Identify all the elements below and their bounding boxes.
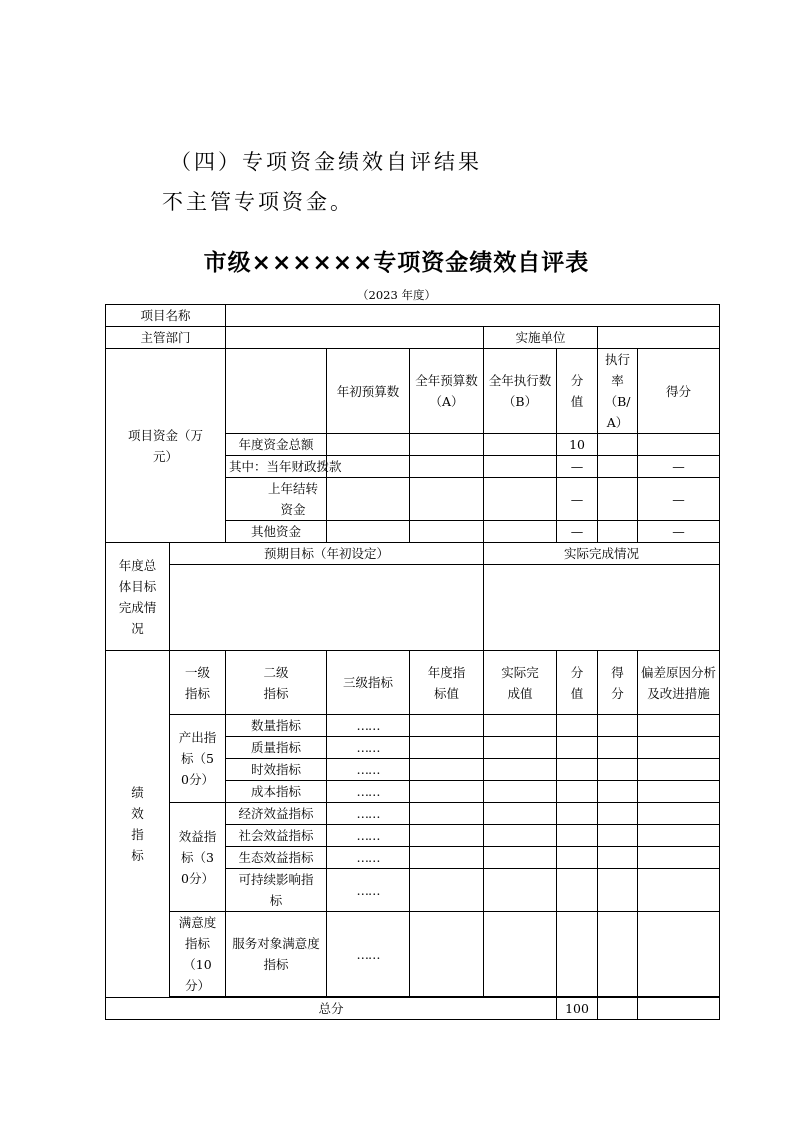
evaluation-table [105, 304, 720, 1020]
funds-row-points: — [638, 456, 720, 478]
funds-label: 项目资金（万元） [106, 349, 226, 543]
actual-completion-value [484, 565, 720, 651]
impl-unit-label: 实施单位 [484, 327, 598, 349]
level3-ellipsis: …… [327, 847, 410, 869]
project-name-value [226, 305, 720, 327]
perf-header-points: 得分 [598, 651, 638, 715]
dept-label: 主管部门 [106, 327, 226, 349]
funds-row-score: — [557, 478, 598, 521]
performance-label: 绩效指标 [106, 651, 170, 998]
impl-unit-value [598, 327, 720, 349]
funds-header-annual-executed: 全年执行数（B） [484, 349, 557, 434]
expected-goal-label: 预期目标（年初设定） [170, 543, 484, 565]
level2-item: 经济效益指标 [226, 803, 327, 825]
dept-value [226, 327, 484, 349]
level3-ellipsis: …… [327, 737, 410, 759]
table-title: 市级××××××专项资金绩效自评表 [203, 250, 590, 276]
level1-benefit: 效益指标（30分） [170, 803, 226, 912]
expected-goal-value [170, 565, 484, 651]
overall-goal-label: 年度总体目标完成情况 [106, 543, 170, 651]
perf-header-annual-target: 年度指标值 [410, 651, 484, 715]
funds-header-blank [226, 349, 327, 434]
level2-item: 质量指标 [226, 737, 327, 759]
total-deviation [638, 998, 720, 1020]
perf-header-actual-value: 实际完成值 [484, 651, 557, 715]
funds-row-points [638, 434, 720, 456]
level2-item: 数量指标 [226, 715, 327, 737]
level3-ellipsis: …… [327, 715, 410, 737]
level2-item: 社会效益指标 [226, 825, 327, 847]
funds-row-score: — [557, 456, 598, 478]
funds-row-score: 10 [557, 434, 598, 456]
funds-row-points: — [638, 478, 720, 521]
level2-item: 时效指标 [226, 759, 327, 781]
funds-header-exec-rate: 执行率（B/A） [598, 349, 638, 434]
total-points [598, 998, 638, 1020]
perf-header-level1: 一级指标 [170, 651, 226, 715]
funds-row-label: 其他资金 [226, 521, 327, 543]
level3-ellipsis: …… [327, 869, 410, 912]
section-heading: （四）专项资金绩效自评结果 [170, 150, 482, 174]
funds-row-label: 年度资金总额 [226, 434, 327, 456]
funds-row-points: — [638, 521, 720, 543]
level3-ellipsis: …… [327, 803, 410, 825]
level3-ellipsis: …… [327, 825, 410, 847]
total-score: 100 [557, 998, 598, 1020]
project-name-label: 项目名称 [106, 305, 226, 327]
level2-item: 服务对象满意度指标 [226, 912, 327, 997]
level1-output: 产出指标（50分） [170, 715, 226, 803]
level1-satisfaction: 满意度指标（10分） [170, 912, 226, 997]
total-label: 总分 [106, 998, 557, 1020]
perf-header-level3: 三级指标 [327, 651, 410, 715]
level3-ellipsis: …… [327, 781, 410, 803]
funds-header-score: 分值 [557, 349, 598, 434]
perf-header-level2: 二级指标 [226, 651, 327, 715]
actual-completion-label: 实际完成情况 [484, 543, 720, 565]
level3-ellipsis: …… [327, 912, 410, 997]
funds-row-label: 其中：当年财政拨款 [226, 456, 327, 478]
funds-header-annual-budget: 全年预算数（A） [410, 349, 484, 434]
perf-header-deviation: 偏差原因分析及改进措施 [638, 651, 720, 715]
funds-row-score: — [557, 521, 598, 543]
paragraph: 不主管专项资金。 [162, 190, 354, 214]
perf-header-score: 分值 [557, 651, 598, 715]
level2-item: 可持续影响指标 [226, 869, 327, 912]
funds-header-initial-budget: 年初预算数 [327, 349, 410, 434]
table-year: （2023 年度） [357, 288, 436, 302]
level2-item: 生态效益指标 [226, 847, 327, 869]
level2-item: 成本指标 [226, 781, 327, 803]
funds-header-points: 得分 [638, 349, 720, 434]
level3-ellipsis: …… [327, 759, 410, 781]
funds-row-label: 上年结转资金 [226, 478, 327, 521]
